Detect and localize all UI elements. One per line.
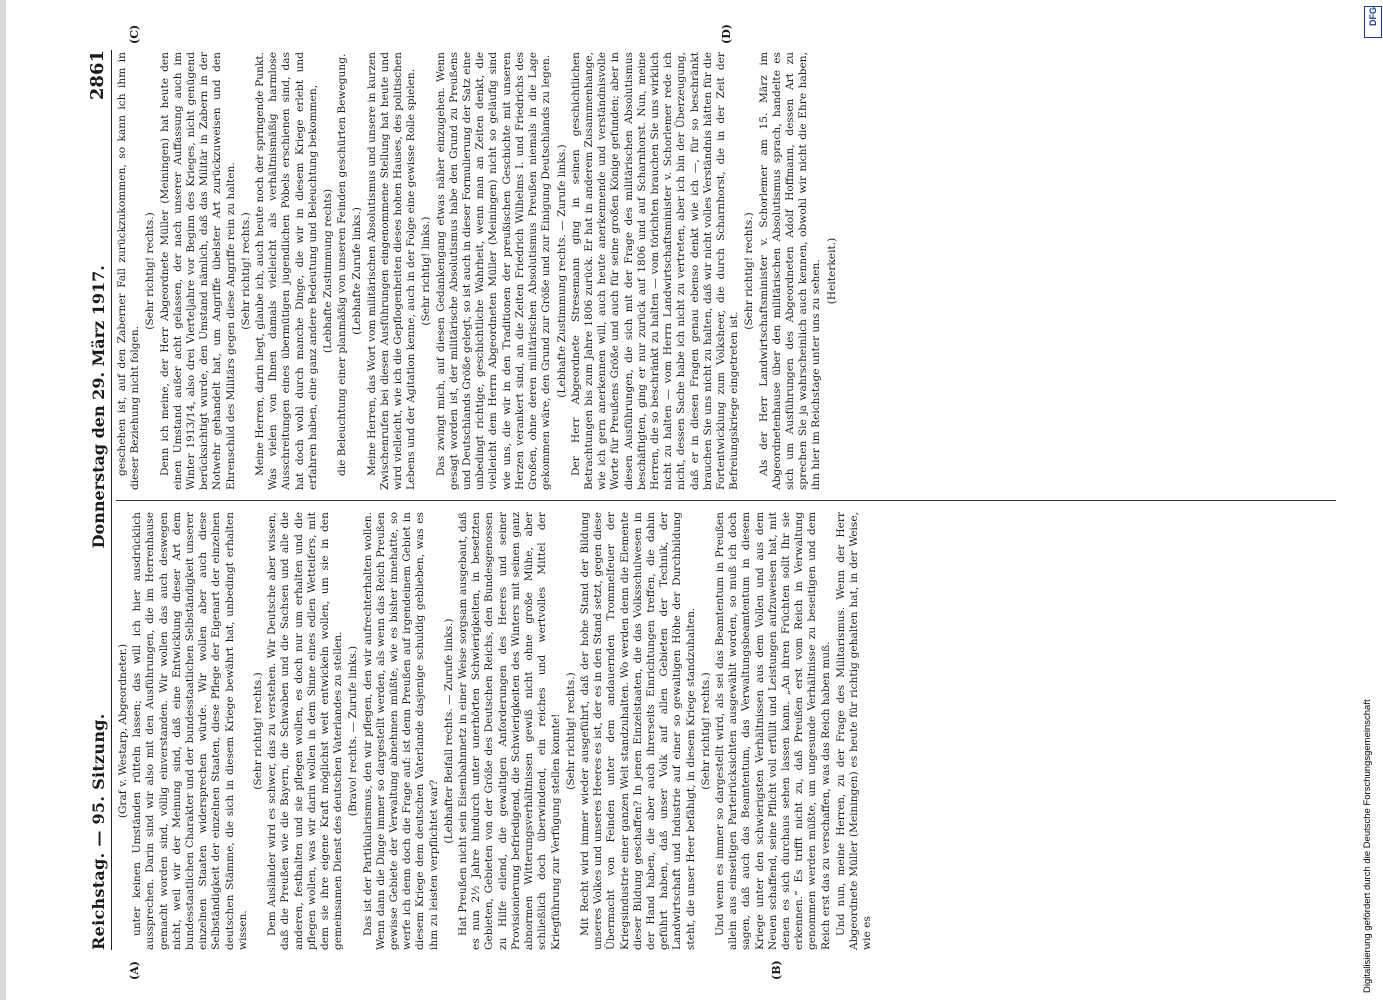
speaker-note: (Graf v. Westarp, Abgeordneter.) (117, 643, 129, 819)
paragraph: Mit Recht wird immer wieder ausgeführt, daß der hohe Stand der Bildung unseres Volkes und unseres Heeres es ist, der es in den Stand setzt, gegen diese Übermacht von Feinden unter dem andauernden Trommelfeuer der Kriegsindustrie einer ganzen Welt standzuhalten. Wo werden denn die Elemente dieser Bildung geschaffen? In jenen Einzelstaaten, die das Volksschulwesen in der Hand haben, die aber auch ihrerseits Einrichtungen treffen, die dahin geführt haben, daß unser Volk auf allen Gebieten der Technik, der Landwirtschaft und Industrie auf einer so gewaltigen Höhe der Durchbildung steht, die unser Heer befähigt, in diesem Kriege standzuhalten. (578, 512, 697, 950)
digitization-credit (1358, 8, 1378, 993)
interjection: (Heiterkeit.) (825, 237, 838, 305)
interjection: (Sehr richtig! rechts.) (699, 672, 712, 790)
margin-marker-a: (A) (128, 961, 141, 980)
interjection: (Lebhafter Beifall rechts. — Zurufe links.) (442, 618, 455, 844)
margin-marker-d: (D) (720, 24, 733, 44)
interjection: (Sehr richtig! rechts.) (743, 212, 756, 330)
paragraph: Meine Herren, darin liegt, glaube ich, auch heute noch der springende Punkt. Was vielen von Ihnen damals vielleicht als verhältnismäßig harmlose Ausschreitungen eines übermütigen jugendlichen Pöbels erschienen sind, das hat doch wohl durch manche Dinge, die wir in diesem Kriege erlebt und erfahren haben, eine ganz andere Bedeutung und Beleuchtung bekommen, (254, 52, 319, 490)
interjection: (Sehr richtig! rechts.) (252, 672, 265, 790)
paragraph: geschehen ist, auf den Zaberner Fall zurückzukommen, so kann ich ihm in dieser Beziehung nicht folgen. (116, 52, 142, 490)
text-columns (116, 50, 1336, 950)
paragraph: Der Herr Abgeordnete Stresemann ging in seinen geschichtlichen Betrachtungen bis zum Jahre 1806 zurück. Er hat in anderem Zusammenhange, wie ich gern anerkennen will, auch heute anerkennende und verständnisvolle Worte für Preußens Größe und auch für seine großen Könige gefunden; aber in diesen Ausführungen, die sich mit der Frage des militärischen Absolutismus beschäftigten, ging er nur zurück auf 1806 und auf Scharnhorst. Nun, meine Herren, die so beschränkt zu halten — vom törichten brauchen Sie uns wirklich nicht zu halten — vom Herrn Landwirtschaftsminister v. Schorlemer rede ich nicht, dessen Sache habe ich nicht zu vertreten, aber ich bin der Überzeugung, daß er in diesen Fragen genau ebenso denkt wie ich —, für so beschränkt brauchen Sie uns nicht zu halten, daß wir nicht volles Verständnis hätten für die Fortentwicklung zum Volksheer, die durch Scharnhorst, die in der Zeit der Befreiungskriege eingetreten ist. (569, 52, 741, 490)
interjection: (Sehr richtig! links.) (420, 216, 433, 326)
paragraph: Dem Ausländer wird es schwer, das zu verstehen. Wir Deutsche aber wissen, daß die Preußen wie die Bayern, die Schwaben und die Sachsen und alle die anderen, festhalten und sie pflegen wollen, es doch nur um erhalten und die pflegen wollen, was wir darin wollen in dem Sinne eines edlen Wetteifers, mit dem sie ihre eigene Kraft möglichst weit entwickeln wollen, um sie in den gemeinsamen Dienst des deutschen Vaterlandes zu stellen. (266, 512, 345, 950)
header-session: Reichstag. — 95. Sitzung. (89, 713, 108, 950)
margin-marker-c: (C) (128, 24, 141, 44)
page-header (70, 50, 112, 950)
paragraph: Und nun, meine Herren, zu der Frage des Militarismus. Wenn der Herr Abgeordnete Müller (Meiningen) es heute für richtig gehalten hat, in der Weise, wie es (834, 512, 874, 950)
column-right (116, 52, 1336, 490)
dfg-logo-text: DFG (1368, 7, 1378, 26)
interjection: (Sehr richtig! rechts.) (564, 672, 577, 790)
interjection: (Bravo! rechts. — Zurufe links.) (347, 645, 360, 817)
interjection: (Lebhafte Zurufe links.) (351, 207, 364, 335)
paragraph: Das zwingt mich, auf diesen Gedankengang etwas näher einzugehen. Wenn gesagt worden ist, der militärische Absolutismus habe den Grund zu Preußens und Deutschlands Größe gelegt, so ist auch in dieser Formulierung der Satz eine unbedingt richtige, geschichtliche Wahrheit, wenn man an Zeiten denkt, die vielleicht dem Herrn Abgeordneten Müller (Meiningen) nicht so geläufig sind wie uns, die wir in den Traditionen der preußischen Geschichte mit unseren Herzen verankert sind, an die Zeiten Friedrich Wilhelms I. und Friedrichs des Großen, ohne deren militärischen Absolutismus Preußen niemals in die Lage gekommen wäre, den Grund zur Größe und zur Einigung Deutschlands zu legen. (434, 52, 553, 490)
interjection: (Lebhafte Zustimmung rechts) (322, 188, 335, 354)
interjection: (Sehr richtig! rechts.) (144, 212, 157, 330)
header-date: Donnerstag den 29. März 1917. (89, 265, 108, 549)
digitization-credit-text: Digitalisierung gefördert durch die Deutsche Forschungsgemeinschaft (1362, 699, 1373, 993)
paragraph: Als der Herr Landwirtschaftsminister v. Schorlemer am 15. März im Abgeordnetenhause über den militärischen Absolutismus sprach, handelte es sich um Ausführungen des Abgeordneten Adolf Hoffmann, dessen Art zu sprechen Sie ja wahrscheinlich auch kennen, obwohl wir nicht die Ehre haben, ihn hier im Reichstage unter uns zu sehen. (757, 52, 823, 490)
paragraph: Hat Preußen nicht sein Eisenbahnnetz in einer Weise sorgsam ausgebaut, daß es nun 2½ Jahre hindurch unter unerhörten Schwierigkeiten, in besetzten Gebieten, Gebieten von der Größe des Deutschen Reichs, den Bundesgenossen zu Hilfe eilend, die gewaltigen Anforderungen des Heeres und seiner Provisionierung befriedigend, die Schwierigkeiten des Winters mit seinen ganz abnormen Witterungsverhältnissen gewiß nicht ohne große Mühe, aber schließlich doch überwindend, ein reiches und wertvolles Mittel der Kriegführung zur Verfügung stellen konnte! (457, 512, 562, 950)
paragraph: Und wenn es immer so dargestellt wird, als sei das Beamtentum in Preußen allein aus einseitigen Parteirücksichten ausgewählt worden, so muß ich doch sagen, daß auch das Beamtentum, das Verwaltungsbeamtentum in diesem Kriege unter den schwierigsten Verhältnissen aus dem Vollen und aus dem Neuen schaffend, seine Pflicht voll erfüllt und Leistungen aufzuweisen hat, mit denen es sich durchaus sehen lassen kann. „An ihren Früchten sollt Ihr sie erkennen.“ Es trifft nicht zu, daß Preußen erst vom Reich in Verwaltung genommen werden müßte, um ungesunde Verhältnisse zu beseitigen und dem Reich erst das zu verschaffen, was das Reich haben muß. (713, 512, 832, 950)
page-number: 2861 (87, 50, 108, 101)
rotated-page-content (70, 24, 1360, 980)
paragraph: unter keinen Umständen rütteln lassen; das will ich hier ausdrücklich aussprechen. Darin sind wir also mit den Ausführungen, die im Herrenhause gemacht worden sind, völlig einverstanden. Wir wollen das auch deswegen nicht, weil wir der Meinung sind, daß eine Entwicklung dieser Art dem bundesstaatlichen Charakter und der bundesstaatlichen Selbständigkeit unserer einzelnen Staaten widersprechen würde. Wir wollen aber auch diese Selbständigkeit der einzelnen Staaten, diese Pflege der Eigenart der einzelnen deutschen Stämme, die sich in diesem Kriege bewährt hat, unbedingt erhalten wissen. (131, 512, 249, 950)
column-left (116, 512, 1336, 950)
column-divider (116, 500, 1336, 501)
interjection: (Lebhafte Zustimmung rechts. — Zurufe links.) (555, 144, 568, 398)
paragraph: Denn ich meine, der Herr Abgeordnete Müller (Meiningen) hat heute den einen Umstand außer acht gelassen, der nach unserer Auffassung auch im Winter 1913/14, also drei Vierteljahre vor Beginn des Krieges, nicht genügend berücksichtigt wurde, den Umstand nämlich, daß das Militär in Zabern in der Notwehr gehandelt hat, um Angriffe übelster Art zurückzuweisen und den Ehrenschild des Militärs gegen diese Angriffe rein zu halten. (158, 52, 237, 490)
scan-edge-left (0, 0, 6, 1000)
interjection: (Sehr richtig! rechts.) (239, 212, 252, 330)
paragraph: Das ist der Partikularismus, den wir pflegen, den wir aufrechterhalten wollen. Wenn dann die Dinge immer so dargestellt werden, als wenn das Reich Preußen gewisse Gebiete der Verwaltung abnehmen müßte, wie es bisher innehatte, so werfe ich denn doch die Frage auf: ist denn Preußen auf irgendeinem Gebiet in diesem Kriege dem deutschen Vaterlande dasjenige schuldig geblieben, was es ihm zu leisten verpflichtet war? (361, 512, 440, 950)
margin-marker-b: (B) (770, 960, 783, 980)
paragraph: Meine Herren, das Wort vom militärischen Absolutismus und unsere in kurzen Zwischenrufen bei diesen Ausführungen eingenommene Stellung hat heute und wird vielleicht, wie ich die Gepflogenheiten dieses hohen Hauses, des politischen Lebens und der Agitation kenne, auch in der Folge eine gewisse Rolle spielen. (365, 52, 418, 490)
paragraph: die Beleuchtung einer planmäßig von unseren Feinden geschürten Bewegung. (336, 53, 349, 476)
